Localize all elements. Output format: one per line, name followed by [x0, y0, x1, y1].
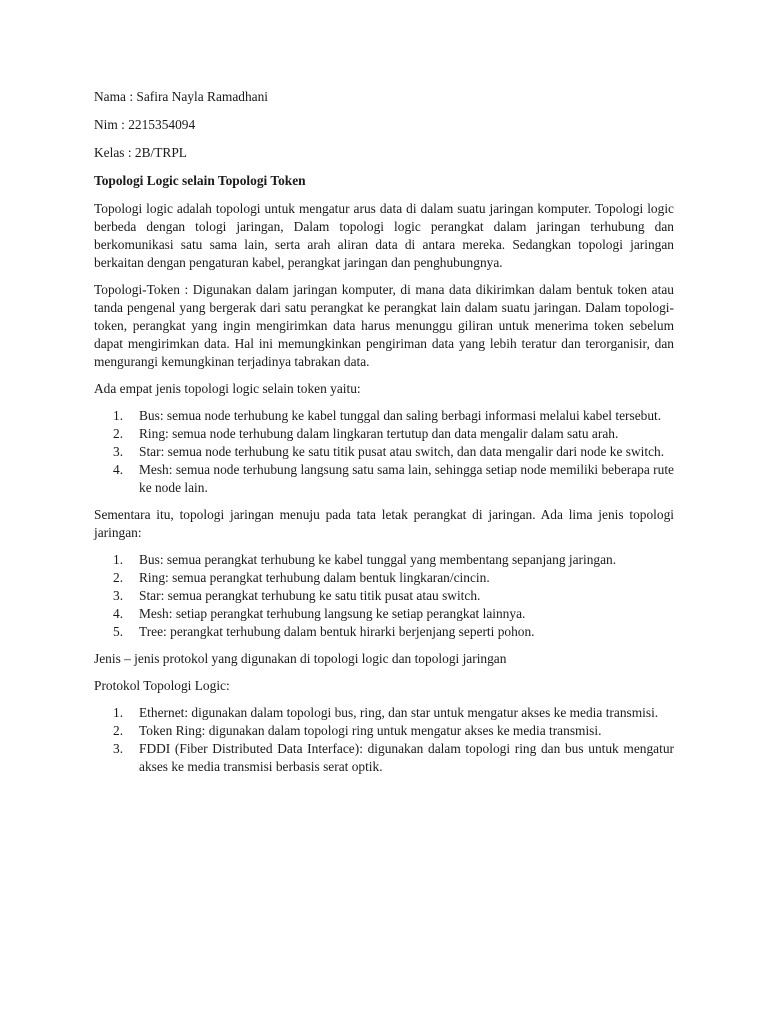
student-nim: Nim : 2215354094 — [94, 117, 196, 132]
logic-topology-list — [94, 407, 674, 497]
list-item-text: Star: semua node terhubung ke satu titik pusat atau switch, dan data mengalir dari node ke switch. — [139, 444, 665, 459]
paragraph-token: Topologi-Token : Digunakan dalam jaringan komputer, di mana data dikirimkan dalam bentuk token atau tanda pengenal yang bergerak dari satu perangkat ke perangkat lain dalam suatu jaringan. Dalam topologi-token, perangkat yang ingin mengirimkan data harus menunggu giliran untuk menerima token sebelum dapat mengirimkan data. Hal ini memungkinkan pengiriman data yang lebih teratur dan terorganisir, dan mengurangi kemungkinan terjadinya tabrakan data. — [94, 282, 674, 369]
list-number: 2. — [113, 723, 124, 738]
list-item — [94, 425, 674, 443]
list-item — [94, 722, 674, 740]
list-item — [94, 443, 674, 461]
paragraph-network-types-intro: Sementara itu, topologi jaringan menuju pada tata letak perangkat di jaringan. Ada lima jenis topologi jaringan: — [94, 507, 674, 540]
list-item — [94, 740, 674, 776]
paragraph-protocols-intro: Jenis – jenis protokol yang digunakan di topologi logic dan topologi jaringan — [94, 651, 507, 666]
list-number: 4. — [113, 462, 124, 477]
list-item-text: Star: semua perangkat terhubung ke satu titik pusat atau switch. — [139, 588, 481, 603]
list-item — [94, 569, 674, 587]
paragraph-logic-protocols: Protokol Topologi Logic: — [94, 678, 230, 693]
list-item — [94, 461, 674, 497]
list-item-text: Mesh: semua node terhubung langsung satu sama lain, sehingga setiap node memiliki beberapa rute ke node lain. — [139, 462, 674, 495]
list-item — [94, 587, 674, 605]
logic-protocol-list — [94, 704, 674, 776]
list-item — [94, 623, 674, 641]
list-item-text: Bus: semua node terhubung ke kabel tunggal dan saling berbagi informasi melalui kabel tersebut. — [139, 408, 662, 423]
student-name: Nama : Safira Nayla Ramadhani — [94, 89, 269, 104]
list-number: 3. — [113, 444, 124, 459]
list-number: 5. — [113, 624, 124, 639]
list-item-text: Bus: semua perangkat terhubung ke kabel tunggal yang membentang sepanjang jaringan. — [139, 552, 617, 567]
list-item-text: Ring: semua perangkat terhubung dalam bentuk lingkaran/cincin. — [139, 570, 490, 585]
paragraph-intro: Topologi logic adalah topologi untuk mengatur arus data di dalam suatu jaringan komputer. Topologi logic berbeda dengan tologi jaringan, Dalam topologi logic perangkat dalam jaringan terhubung dan berkomunikasi satu sama lain, serta arah aliran data di antara mereka. Sedangkan topologi jaringan berkaitan dengan pengaturan kabel, perangkat jaringan dan penghubungnya. — [94, 201, 674, 270]
list-item-text: Ring: semua node terhubung dalam lingkaran tertutup dan data mengalir dalam satu arah. — [139, 426, 619, 441]
list-number: 1. — [113, 552, 124, 567]
list-item-text: Mesh: setiap perangkat terhubung langsung ke setiap perangkat lainnya. — [139, 606, 526, 621]
list-number: 4. — [113, 606, 124, 621]
list-item-text: Token Ring: digunakan dalam topologi ring untuk mengatur akses ke media transmisi. — [139, 723, 602, 738]
list-item-text: Ethernet: digunakan dalam topologi bus, ring, dan star untuk mengatur akses ke media transmisi. — [139, 705, 659, 720]
list-number: 2. — [113, 426, 124, 441]
paragraph-logic-types-intro: Ada empat jenis topologi logic selain token yaitu: — [94, 381, 361, 396]
list-item-text: Tree: perangkat terhubung dalam bentuk hirarki berjenjang seperti pohon. — [139, 624, 535, 639]
list-item — [94, 407, 674, 425]
list-number: 3. — [113, 588, 124, 603]
list-item-text: FDDI (Fiber Distributed Data Interface): digunakan dalam topologi ring dan bus untuk mengatur akses ke media transmisi berbasis serat optik. — [139, 741, 674, 774]
list-item — [94, 605, 674, 623]
network-topology-list — [94, 551, 674, 641]
list-item — [94, 704, 674, 722]
document-title: Topologi Logic selain Topologi Token — [94, 173, 306, 188]
student-class: Kelas : 2B/TRPL — [94, 145, 187, 160]
list-number: 3. — [113, 741, 124, 756]
list-number: 1. — [113, 408, 124, 423]
list-number: 2. — [113, 570, 124, 585]
list-number: 1. — [113, 705, 124, 720]
list-item — [94, 551, 674, 569]
